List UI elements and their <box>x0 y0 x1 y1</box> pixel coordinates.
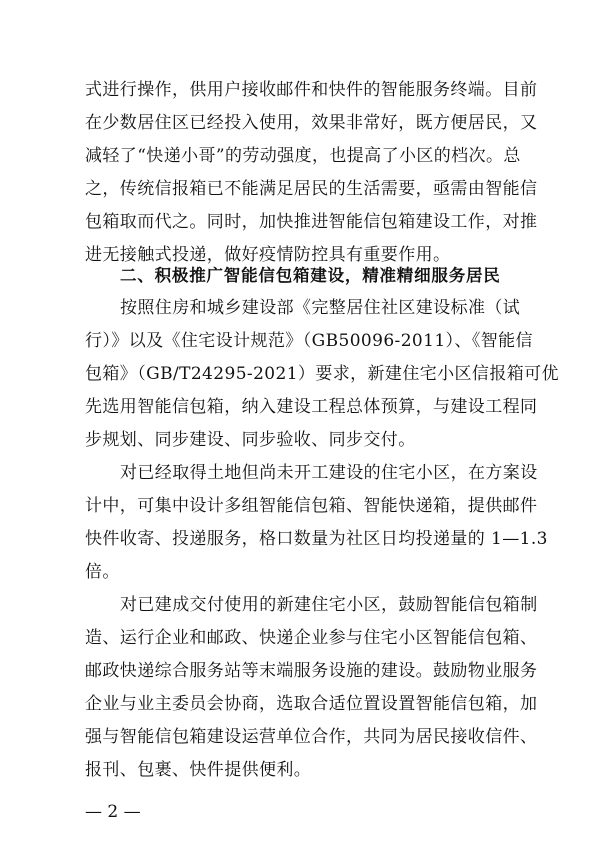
paragraph-line: 包箱》（GB/T24295-2021）要求，新建住宅小区信报箱可优 <box>85 364 559 384</box>
text-line: 减轻了“快递小哥”的劳动强度，也提高了小区的档次。总 <box>85 146 521 166</box>
paragraph-line: 步规划、同步建设、同步验收、同步交付。 <box>85 430 416 450</box>
paragraph-line: 对已建成交付使用的新建住宅小区，鼓励智能信包箱制 <box>120 595 538 615</box>
paragraph-line: 强与智能信包箱建设运营单位合作，共同为居民接收信件、 <box>85 727 538 747</box>
paragraph-line: 倍。 <box>85 562 120 582</box>
paragraph-line: 企业与业主委员会协商，选取合适位置设置智能信包箱，加 <box>85 694 538 714</box>
paragraph-line: 行）》以及《住宅设计规范》（GB50096-2011）、《智能信 <box>85 331 533 351</box>
paragraph-line: 先选用智能信包箱，纳入建设工程总体预算，与建设工程同 <box>85 397 538 417</box>
paragraph-line: 邮政快递综合服务站等末端服务设施的建设。鼓励物业服务 <box>85 661 538 681</box>
text-line: 式进行操作，供用户接收邮件和快件的智能服务终端。目前 <box>85 80 538 100</box>
paragraph-line: 造、运行企业和邮政、快递企业参与住宅小区智能信包箱、 <box>85 628 538 648</box>
text-line: 进无接触式投递，做好疫情防控具有重要作用。 <box>85 245 451 265</box>
paragraph-line: 快件收寄、投递服务，格口数量为社区日均投递量的 1—1.3 <box>85 529 548 549</box>
paragraph-line: 计中，可集中设计多组智能信包箱、智能快递箱，提供邮件 <box>85 496 538 516</box>
section-heading: 二、积极推广智能信包箱建设，精准精细服务居民 <box>120 266 501 285</box>
text-line: 之，传统信报箱已不能满足居民的生活需要，亟需由智能信 <box>85 179 538 199</box>
paragraph-line: 按照住房和城乡建设部《完整居住社区建设标准（试 <box>120 298 521 318</box>
text-line: 包箱取而代之。同时，加快推进智能信包箱建设工作，对推 <box>85 212 538 232</box>
paragraph-line: 报刊、包裹、快件提供便利。 <box>85 760 312 780</box>
text-line: 在少数居住区已经投入使用，效果非常好，既方便居民，又 <box>85 113 538 133</box>
paragraph-line: 对已经取得土地但尚未开工建设的住宅小区，在方案设 <box>120 463 538 483</box>
page-number: — 2 — <box>85 802 141 822</box>
